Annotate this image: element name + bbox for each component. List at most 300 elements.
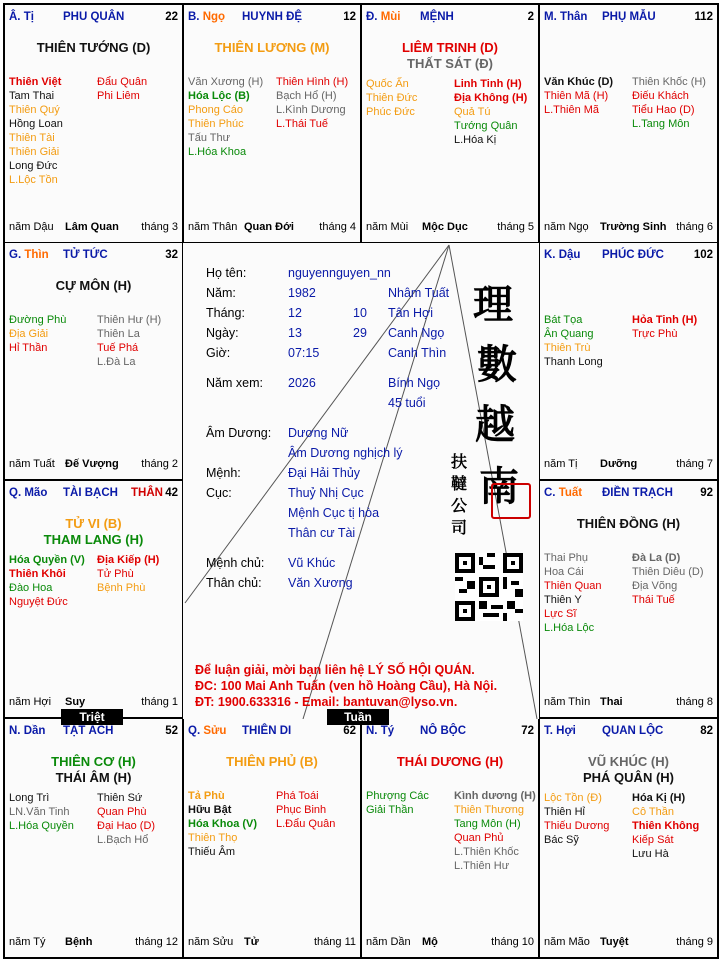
star-item: Thiên Không [632,820,700,832]
palace-number: 52 [165,725,178,737]
contact-line-1: Để luận giải, mời bạn liên hệ LÝ SỐ HỘI QUÁN. [195,663,475,677]
palace-branch: Sửu [203,725,227,737]
palace-branch: Thìn [24,249,49,261]
star-item: Phi Liêm [97,90,140,102]
star-item: Thái Tuế [632,594,675,606]
footer-month: tháng 12 [135,936,178,948]
palace-stem-branch [9,11,34,23]
chart-page [3,3,719,959]
palace-name: NÔ BỘC [420,725,466,737]
small-calli-2: 韃 [451,474,468,493]
palace-name: HUYNH ĐỆ [242,11,303,23]
star-item: Nguyệt Đức [9,596,68,608]
star-item: Địa Kiếp (H) [97,554,160,566]
star-item: Tướng Quân [454,120,518,132]
hour-can-chi: Canh Thìn [388,346,447,360]
star-item: Hóa Kị (H) [632,792,686,804]
star-item: Bát Tọa [544,314,583,326]
day-label: Ngày: [206,326,239,340]
footer-month: tháng 1 [141,696,178,708]
main-star: CỰ MÔN (H) [55,278,132,293]
menh-label: Mệnh: [206,466,241,480]
palace-name: PHỤ MẪU [602,11,656,23]
star-item: Hữu Bật [188,804,232,816]
star-item: Tả Phù [188,790,225,802]
palace-header [9,11,178,25]
palace-header [188,11,356,25]
star-item: Thiên Thương [454,804,525,816]
footer-month: tháng 5 [497,221,534,233]
star-item: Thiên La [97,328,140,340]
main-star: THIÊN CƠ (H) [51,754,136,769]
footer-month: tháng 7 [676,458,713,470]
palace-header [9,725,178,739]
footer-year: năm Sửu [188,936,234,948]
palace-branch: Dần [23,725,46,737]
palace-cell-mui [361,4,539,243]
left-star-list [544,551,601,635]
star-item: L.Hóa Lộc [544,622,595,634]
star-item: Thiên Trù [544,342,591,354]
left-star-list [366,77,417,119]
palace-footer [544,696,713,709]
contact-line-2: ĐC: 100 Mai Anh Tuấn (ven hồ Hoàng Cầu), Hà Nội. [195,679,498,693]
day-lunar: 29 [353,326,367,340]
calligraphy-char-3: 越 [475,401,515,448]
menh-chu-label: Mệnh chủ: [206,556,265,570]
star-item: Tam Thai [9,90,55,102]
palace-stem-branch [544,249,580,261]
footer-month: tháng 4 [319,221,356,233]
star-item: L.Đà La [97,356,136,368]
month-lunar: 10 [353,306,367,320]
star-item: Thiếu Âm [188,846,236,858]
right-star-list [97,791,155,847]
star-item: LN.Văn Tinh [9,806,70,818]
palace-number: 82 [700,725,713,737]
star-item: Thiên Khốc (H) [632,76,706,88]
star-item: Địa Không (H) [454,92,528,104]
right-star-list [454,789,536,873]
palace-name: PHU QUÂN [63,11,125,23]
palace-footer [366,936,534,949]
am-duong-note: Âm Dương nghịch lý [288,446,403,460]
qr-code [455,553,523,621]
palace-number: 92 [700,487,713,499]
palace-branch: Ngọ [202,11,226,23]
main-star: THÁI ÂM (H) [55,770,132,785]
star-item: Đường Phù [9,314,67,326]
star-item: Tử Phù [97,568,134,580]
left-star-list [366,789,429,817]
star-item: Phong Cáo [188,104,244,116]
star-item: Phúc Đức [366,106,415,118]
palace-name: TỬ TỨC [63,249,108,261]
palace-footer [9,458,178,471]
star-item: Bệnh Phù [97,582,146,594]
palace-stem-branch [188,11,225,23]
star-item: Đào Hoa [9,582,53,594]
palace-stem: B. [188,11,200,23]
star-item: Quan Phù [97,806,147,818]
view-year-value: 2026 [288,376,316,390]
palace-number: 12 [343,11,356,23]
star-item: Thiên Đức [366,92,418,104]
palace-name: TÀI BẠCH [63,487,118,499]
star-item: Kình dương (H) [454,790,536,802]
star-item: Thiên Diêu (D) [632,566,704,578]
qr-graphic [455,553,523,621]
star-item: Long Đức [9,160,58,172]
star-item: Tang Môn (H) [454,818,521,830]
menh-value: Đại Hải Thủy [288,466,361,480]
star-item: L.Thiên Hư [454,860,510,872]
star-item: Thiên Phúc [188,118,244,130]
star-item: L.Đẩu Quân [276,818,336,830]
palace-name: TẬT ÁCH [63,725,114,737]
palace-footer [544,936,713,949]
palace-header [9,249,178,263]
right-star-list [97,75,147,103]
footer-year: năm Dần [366,936,411,948]
than-marker: THÂN [131,487,163,499]
palace-branch: Tuất [558,487,583,499]
view-year-can-chi: Bính Ngọ [388,376,441,390]
palace-stem: G. [9,249,22,261]
star-item: L.Hóa Khoa [188,146,247,158]
palace-stem: Â. [9,11,21,23]
star-item: Quả Tú [454,106,491,118]
star-item: L.Thiên Khốc [454,846,519,858]
right-star-list [632,791,699,861]
palace-stem-branch [366,725,394,737]
star-item: L.Kình Dương [276,104,346,116]
star-item: Giải Thần [366,804,414,816]
cuc-relation: Mệnh Cục tị hòa [288,506,380,520]
star-item: Lưu Hà [632,848,669,860]
star-item: Thiên Hình (H) [276,76,349,88]
footer-stage: Trường Sinh [600,221,667,233]
star-item: Phục Binh [276,804,327,816]
star-item: Thiên Quý [9,104,60,116]
palace-header [366,725,534,739]
palace-stem: T. [544,725,553,737]
footer-stage: Thai [600,696,623,708]
palace-number: 112 [694,11,713,23]
footer-year: năm Mùi [366,221,409,233]
footer-stage: Tử [244,936,259,948]
year-value: 1982 [288,286,316,300]
palace-branch: Tý [380,725,395,737]
footer-month: tháng 6 [676,221,713,233]
footer-year: năm Thìn [544,696,591,708]
palace-stem: Q. [9,487,22,499]
star-item: Thiên Thọ [188,832,238,844]
main-star: TỬ VI (B) [65,516,122,531]
palace-number: 42 [165,487,178,499]
right-star-list [97,553,159,595]
palace-stem-branch [9,725,45,737]
cuc-label: Cục: [206,486,232,500]
palace-stem: Đ. [366,11,378,23]
star-item: Đẩu Quân [97,76,148,88]
footer-year: năm Tuất [9,458,55,470]
left-star-list [188,789,257,859]
palace-header [544,249,713,263]
month-value: 12 [288,306,302,320]
footer-year: năm Hợi [9,696,52,708]
star-item: Văn Xương (H) [188,76,264,88]
right-star-list [276,789,335,831]
star-item: Văn Khúc (D) [544,76,614,88]
star-item: Ân Quang [544,328,594,340]
small-calli-4: 司 [451,518,468,537]
star-item: L.Lộc Tồn [9,174,58,186]
star-item: Phượng Các [366,790,429,802]
star-item: Thiên Hư (H) [97,314,162,326]
palace-cell-hoi [539,718,718,958]
star-item: Đà La (D) [632,552,681,564]
palace-cell-suu [183,718,361,958]
palace-footer [188,936,356,949]
palace-stem-branch [188,725,226,737]
age-value: 45 tuổi [388,396,426,410]
left-star-list [9,553,85,609]
star-item: Hồng Loan [9,118,63,130]
calligraphy-char-2: 數 [477,341,517,388]
palace-name: ĐIỀN TRẠCH [602,487,673,499]
star-item: Trực Phù [632,328,678,340]
main-star: THẤT SÁT (Đ) [407,56,493,71]
left-star-list [188,75,263,159]
palace-number: 72 [521,725,534,737]
palace-stem-branch [9,249,49,261]
palace-header [188,725,356,739]
palace-footer [9,221,178,234]
hour-label: Giờ: [206,346,231,360]
tuan-tag: Tuần [327,709,389,725]
footer-stage: Dưỡng [600,458,638,470]
palace-branch: Dậu [558,249,581,261]
star-item: Hoa Cái [544,566,584,578]
main-star: THIÊN PHỦ (B) [226,754,318,769]
hour-value: 07:15 [288,346,320,360]
contact-line-3: ĐT: 1900.633316 - Email: bantuvan@lyso.vn. [195,695,458,709]
right-star-list [632,75,706,131]
palace-stem-branch [9,487,47,499]
palace-branch: Mùi [380,11,401,23]
right-star-list [632,551,704,607]
palace-number: 2 [527,11,534,23]
footer-month: tháng 10 [491,936,534,948]
month-can-chi: Tân Hợi [388,306,434,320]
main-star: THÁI DƯƠNG (H) [396,754,504,769]
star-item: Tuế Phá [97,342,139,354]
star-item: Địa Võng [632,580,678,592]
calligraphy-char-1: 理 [473,281,513,328]
palace-branch: Hợi [556,725,576,737]
footer-stage: Mộc Dục [422,221,468,233]
footer-month: tháng 3 [141,221,178,233]
star-item: Hỏa Tinh (H) [632,314,698,326]
star-item: L.Hóa Kị [454,134,497,146]
star-item: Thiên Quan [544,580,602,592]
star-item: L.Tang Môn [632,118,690,130]
palace-cell-dan [4,718,183,958]
palace-number: 22 [165,11,178,23]
palace-cell-ti [4,4,183,243]
palace-stem: Q. [188,725,201,737]
star-item: Thiên Giải [9,146,60,158]
star-item: Thiên Khôi [9,568,66,580]
star-item: Quốc Ấn [366,78,409,90]
star-item: Tấu Thư [188,132,231,144]
small-calli-1: 扶 [451,452,468,471]
seal-stamp [491,483,531,519]
main-star: THIÊN LƯƠNG (M) [214,40,330,55]
star-item: Phá Toái [276,790,319,802]
palace-stem-branch [544,725,576,737]
star-item: Thiên Hỉ [544,806,585,818]
footer-year: năm Ngọ [544,221,589,233]
palace-name: PHÚC ĐỨC [602,249,664,261]
palace-branch: Tị [23,11,34,23]
footer-year: năm Dậu [9,221,54,233]
right-star-list [454,77,527,147]
star-item: Thiên Y [544,594,582,606]
main-star: THIÊN TƯỚNG (D) [36,40,151,55]
star-item: Lực Sĩ [544,608,577,620]
star-item: Địa Giải [9,328,49,340]
footer-stage: Mộ [422,936,438,948]
star-item: Thiếu Dương [544,820,610,832]
star-item: Điếu Khách [632,90,689,102]
palace-name: QUAN LỘC [602,725,664,737]
star-item: Cô Thần [632,806,674,818]
palace-stem-branch [544,487,582,499]
footer-stage: Tuyệt [600,936,629,948]
palace-stem: N. [9,725,21,737]
palace-branch: Thân [559,11,588,23]
star-item: L.Thái Tuế [276,118,328,130]
star-item: Hóa Lộc (B) [188,90,250,102]
main-star: PHÁ QUÂN (H) [583,770,674,785]
palace-stem-branch [366,11,401,23]
star-item: Thiên Mã (H) [544,90,609,102]
star-item: Bạch Hổ (H) [276,90,337,102]
footer-year: năm Thân [188,221,238,233]
main-star: THIÊN ĐỒNG (H) [576,516,681,531]
palace-branch: Mão [24,487,48,499]
palace-header [544,725,713,739]
footer-stage: Lâm Quan [65,221,119,233]
left-star-list [9,313,66,355]
palace-stem: M. [544,11,557,23]
than-chu-value: Văn Xương [288,576,353,590]
star-item: Quan Phủ [454,832,504,844]
day-can-chi: Canh Ngọ [388,326,445,340]
am-duong-label: Âm Dương: [206,426,272,440]
palace-number: 102 [693,249,713,261]
palace-footer [544,458,713,471]
star-item: Thanh Long [544,356,603,368]
right-star-list [97,313,161,369]
star-item: Đại Hao (D) [97,820,156,832]
palace-name: THIÊN DI [242,725,292,737]
day-value: 13 [288,326,302,340]
left-star-list [9,75,63,187]
main-star: LIÊM TRINH (D) [401,40,499,55]
star-item: Hỉ Thần [9,342,48,354]
year-label: Năm: [206,286,236,300]
palace-number: 32 [165,249,178,261]
star-item: Long Trì [9,792,50,804]
left-star-list [544,791,609,847]
palace-cell-than [539,4,718,243]
calligraphy-char-4: 南 [479,463,519,510]
am-duong-value: Dương Nữ [288,426,349,440]
palace-cell-thin [4,242,183,480]
star-item: Hóa Quyền (V) [9,554,85,566]
star-item: L.Hóa Quyền [9,820,74,832]
palace-stem: N. [366,725,378,737]
month-label: Tháng: [206,306,245,320]
palace-cell-ty [361,718,539,958]
than-chu-label: Thân chủ: [206,576,262,590]
footer-month: tháng 9 [676,936,713,948]
center-info-panel [183,243,539,719]
star-item: Thiên Việt [9,76,62,88]
year-can-chi: Nhâm Tuất [388,286,450,300]
footer-month: tháng 2 [141,458,178,470]
palace-stem: C. [544,487,556,499]
palace-header [366,11,534,25]
main-star: THAM LANG (H) [43,532,144,547]
footer-year: năm Mão [544,936,590,948]
cuc-value: Thuỷ Nhị Cục [288,486,364,500]
left-star-list [544,313,603,369]
star-item: Thiên Sứ [97,792,143,804]
left-star-list [9,791,74,833]
star-item: Tiểu Hao (D) [632,104,695,116]
palace-name: MỆNH [420,11,454,23]
footer-year: năm Tý [9,936,46,948]
star-item: Bác Sỹ [544,834,579,846]
footer-month: tháng 8 [676,696,713,708]
footer-stage: Đế Vượng [65,458,119,470]
main-star: VŨ KHÚC (H) [588,754,669,769]
palace-stem: K. [544,249,556,261]
star-item: L.Thiên Mã [544,104,600,116]
star-item: L.Bạch Hổ [97,834,149,846]
than-cu: Thân cư Tài [288,526,356,540]
footer-year: năm Tị [544,458,578,470]
palace-header [9,487,178,501]
palace-footer [544,221,713,234]
star-item: Lộc Tồn (Đ) [544,792,602,804]
palace-header [544,11,713,25]
footer-stage: Suy [65,696,86,708]
palace-cell-mao [4,480,183,718]
footer-stage: Quan Đới [244,221,294,233]
palace-stem-branch [544,11,587,23]
triet-tag: Triệt [61,709,123,725]
palace-number: 62 [343,725,356,737]
palace-footer [366,221,534,234]
right-star-list [276,75,348,131]
star-item: Hóa Khoa (V) [188,818,258,830]
palace-footer [188,221,356,234]
